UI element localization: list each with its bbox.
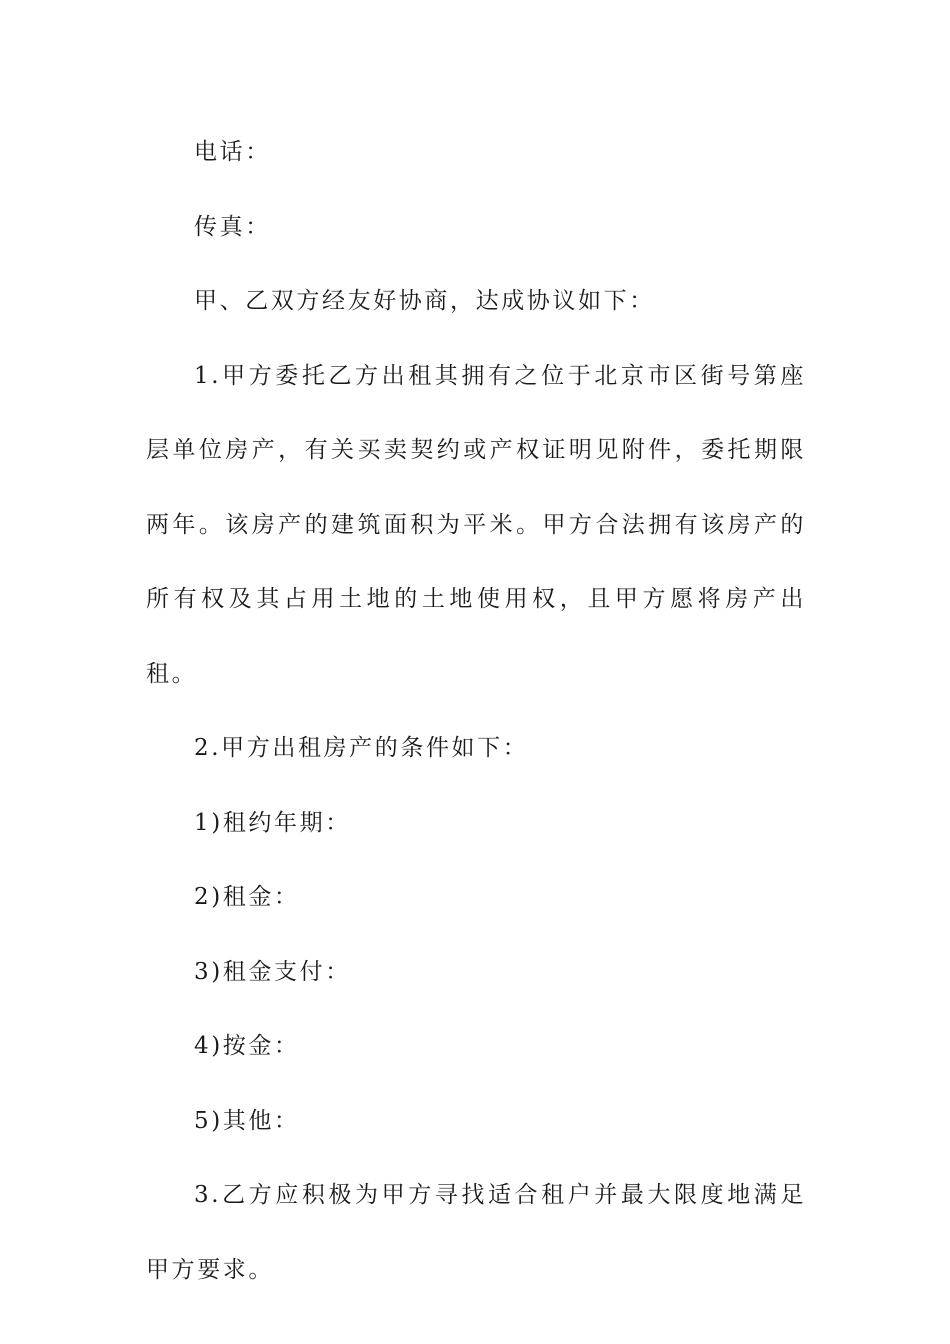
clause-2: 2.甲方出租房产的条件如下： <box>194 735 529 761</box>
fax-line: 传真： <box>194 213 271 240</box>
clause-2-item-lease-term: 1)租约年期： <box>194 809 351 836</box>
clause-1: 1.甲方委托乙方出租其拥有之位于北京市区街号第座层单位房产，有关买卖契约或产权证明见附件，委托期限两年。该房产的建筑面积为平米。甲方合法拥有该房产的所有权及其占用土地的土地使用权，且甲方愿将房产出租。 <box>146 362 806 687</box>
document-body <box>146 115 806 1307</box>
clause-2-item-other: 5)其他： <box>194 1107 300 1134</box>
clause-3: 3.乙方应积极为甲方寻找适合租户并最大限度地满足甲方要求。 <box>146 1182 806 1283</box>
clause-2-item-deposit: 4)按金： <box>194 1033 300 1059</box>
clause-2-item-rent: 2)租金： <box>194 884 300 910</box>
agreement-intro: 甲、乙双方经友好协商，达成协议如下： <box>194 288 655 314</box>
clause-2-item-rent-payment: 3)租金支付： <box>194 958 351 985</box>
phone-line: 电话： <box>194 139 271 165</box>
